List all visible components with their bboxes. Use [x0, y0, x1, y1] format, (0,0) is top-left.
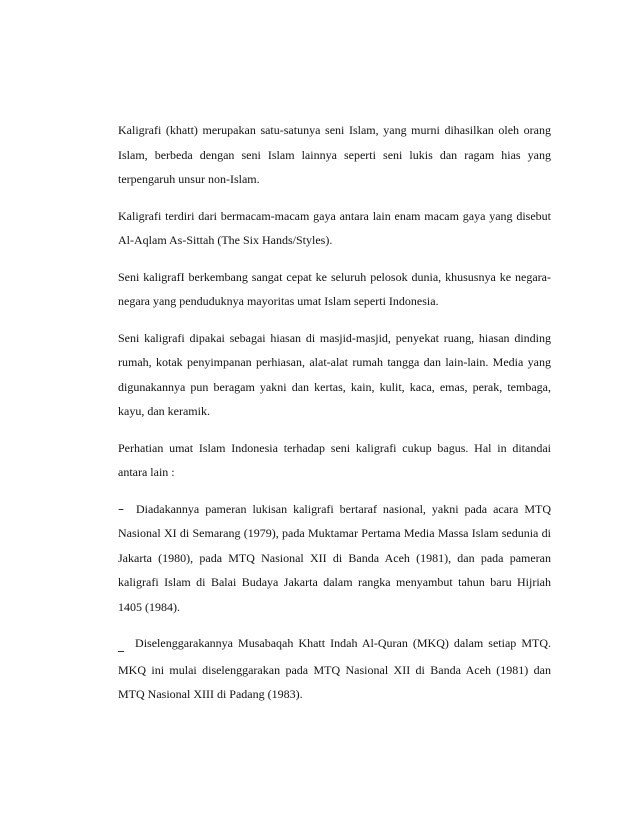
bullet-text: Diselenggarakannya Musabaqah Khatt Indah Al-Quran (MKQ) dalam setiap MTQ. MKQ ini mulai diselenggarakan pada MTQ Nasional XII di Banda Aceh (1981) dan MTQ Nasional XIII di Padang (1983).	[118, 636, 551, 701]
paragraph-usage: Seni kaligrafi dipakai sebagai hiasan di masjid-masjid, penyekat ruang, hiasan dinding rumah, kotak penyimpanan perhiasan, alat-alat rumah tangga dan lain-lain. Media yang digunakannya pun beragam yakni dan kertas, kain, kulit, kaca, emas, perak, tembaga, kayu, dan keramik.	[118, 330, 551, 418]
underscore-bullet-icon: _	[118, 638, 124, 652]
bullet-item-exhibition	[118, 497, 551, 620]
paragraph-spread: Seni kaligrafI berkembang sangat cepat ke seluruh pelosok dunia, khususnya ke negara-negara yang penduduknya mayoritas umat Islam seperti Indonesia.	[118, 269, 551, 308]
document-body	[118, 118, 551, 719]
bullet-item-mkq	[118, 631, 551, 707]
dash-bullet-icon: –	[118, 501, 124, 516]
bullet-text: Diadakannya pameran lukisan kaligrafi bertaraf nasional, yakni pada acara MTQ Nasional XI di Semarang (1979), pada Muktamar Pertama Media Massa Islam sedunia di Jakarta (1980), pada MTQ Nasional XII di Banda Aceh (1981), dan pada pameran kaligrafi Islam di Balai Budaya Jakarta dalam rangka menyambut tahun baru Hijriah 1405 (1984).	[118, 501, 551, 614]
paragraph-khatt-definition: Kaligrafi (khatt) merupakan satu-satunya seni Islam, yang murni dihasilkan oleh orang Islam, berbeda dengan seni Islam lainnya seperti seni lukis dan ragam hias yang terpengaruh unsur non-Islam.	[118, 123, 551, 186]
paragraph-styles: Kaligrafi terdiri dari bermacam-macam gaya antara lain enam macam gaya yang disebut Al-Aqlam As-Sittah (The Six Hands/Styles).	[118, 208, 551, 247]
paragraph-attention: Perhatian umat Islam Indonesia terhadap seni kaligrafi cukup bagus. Hal in ditandai antara lain :	[118, 440, 551, 479]
